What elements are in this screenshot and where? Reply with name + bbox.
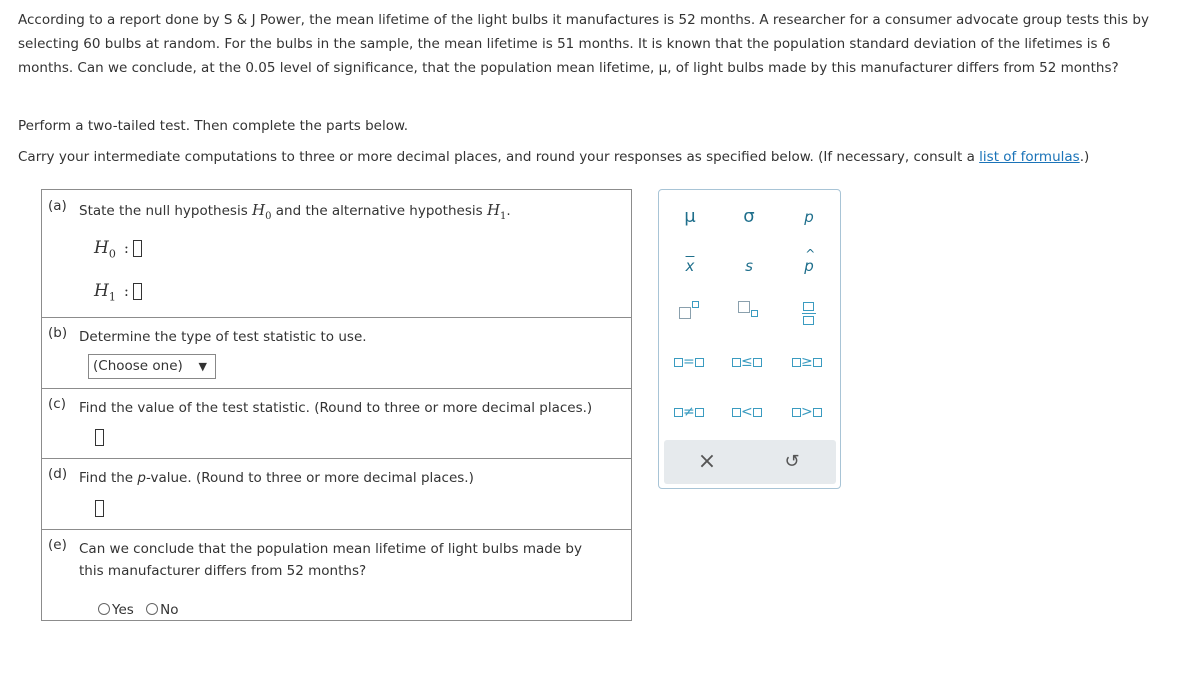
x-bar-button[interactable]: $\overline{x}$: [685, 257, 695, 275]
no-label: No: [160, 602, 179, 618]
part-b-label: (b): [48, 325, 68, 341]
greater-equal-button[interactable]: ≥: [792, 354, 822, 370]
h1-symbol: $H_1$: [486, 201, 507, 222]
s-button[interactable]: s: [745, 257, 753, 275]
carry-end: .): [1079, 149, 1090, 165]
h1-label: $H_1$: [94, 281, 116, 304]
greater-than-button[interactable]: >: [792, 404, 822, 420]
carry-instruction: [18, 149, 1089, 165]
h1-colon: :: [123, 282, 129, 300]
part-d-text-post: -value. (Round to three or more decimal places.): [145, 470, 474, 486]
part-d-label: (d): [48, 466, 68, 482]
h0-colon: :: [123, 239, 129, 257]
superscript-button[interactable]: [670, 300, 710, 330]
alt-hypothesis-row: [94, 281, 142, 303]
p-button[interactable]: p: [804, 208, 814, 226]
subscript-button[interactable]: [729, 300, 769, 330]
select-value: (Choose one): [93, 358, 183, 374]
p-value-input[interactable]: [95, 500, 104, 517]
carry-text: Carry your intermediate computations to three or more decimal places, and round your responses as specified below. (If necessary, consult a: [18, 149, 980, 165]
conclusion-radio-group: [98, 602, 186, 618]
less-than-button[interactable]: <: [732, 404, 762, 420]
part-a-prompt: [79, 199, 621, 228]
less-equal-button[interactable]: ≤: [732, 354, 762, 370]
fraction-button[interactable]: [789, 300, 829, 330]
part-c-prompt: Find the value of the test statistic. (Round to three or more decimal places.): [79, 400, 593, 416]
not-equal-button[interactable]: ≠: [674, 404, 704, 420]
yes-radio[interactable]: [98, 603, 110, 615]
test-statistic-input[interactable]: [95, 429, 104, 446]
instruction-text: Perform a two-tailed test. Then complete the parts below.: [18, 118, 409, 134]
part-d-text-pre: Find the: [79, 470, 138, 486]
yes-option[interactable]: [98, 602, 134, 618]
undo-icon[interactable]: ↺: [784, 451, 800, 472]
equals-button[interactable]: =: [674, 354, 704, 370]
dropdown-arrow-icon: ▼: [198, 360, 207, 373]
part-e: [42, 529, 631, 621]
p-hat-button[interactable]: ^ p: [804, 247, 816, 275]
part-d: [42, 458, 631, 530]
problem-text: According to a report done by S & J Power, the mean lifetime of the light bulbs it manufactures is 52 months. A researcher for a consumer advocate group tests this by selecting 60 bulbs at random. For the bulbs in the sample, the mean lifetime is 51 months. It is known that the population standard deviation of the lifetimes is 6 months. Can we conclude, at the 0.05 level of significance, that the population mean lifetime, μ, of light bulbs made by this manufacturer differs from 52 months?: [18, 12, 1149, 76]
null-hypothesis-row: [94, 238, 142, 260]
p-italic: p: [137, 470, 146, 486]
part-d-prompt: [79, 467, 621, 489]
yes-label: Yes: [112, 602, 134, 618]
no-option[interactable]: [146, 602, 178, 618]
alt-hypothesis-input[interactable]: [133, 283, 142, 300]
null-hypothesis-input[interactable]: [133, 240, 142, 257]
test-statistic-select[interactable]: [88, 354, 216, 379]
clear-icon[interactable]: ×: [697, 449, 717, 474]
h0-symbol: $H_0$: [252, 201, 272, 222]
palette-footer: [664, 440, 836, 484]
list-of-formulas-link[interactable]: list of formulas: [979, 149, 1080, 165]
h0-label: $H_0$: [94, 238, 116, 261]
symbol-palette: [658, 189, 841, 489]
part-a-text-pre: State the null hypothesis: [79, 203, 253, 219]
mu-button[interactable]: μ: [684, 206, 696, 227]
part-e-prompt: Can we conclude that the population mean lifetime of light bulbs made by this manufacturer differs from 52 months?: [79, 541, 582, 579]
part-a: [42, 190, 631, 318]
part-a-label: (a): [48, 198, 67, 214]
part-b: [42, 317, 631, 389]
part-c: [42, 388, 631, 459]
part-a-text-end: .: [506, 203, 511, 219]
no-radio[interactable]: [146, 603, 158, 615]
questions-table: [41, 189, 632, 621]
part-b-prompt: Determine the type of test statistic to use.: [79, 329, 367, 345]
part-e-label: (e): [48, 537, 67, 553]
part-c-label: (c): [48, 396, 66, 412]
sigma-button[interactable]: σ: [743, 206, 755, 227]
part-a-text-mid: and the alternative hypothesis: [271, 203, 487, 219]
